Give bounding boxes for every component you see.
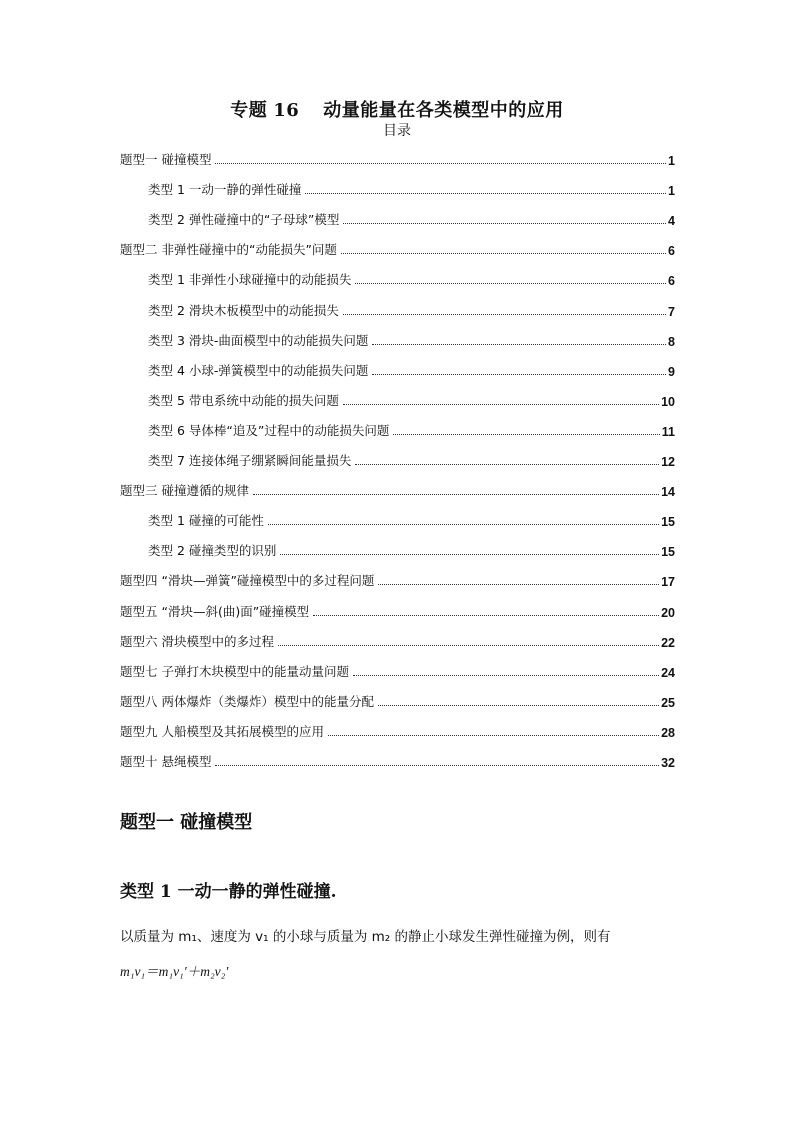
toc-leader-dots	[268, 524, 659, 525]
toc-entry-label: 类型 2 碰撞类型的识别	[148, 543, 277, 559]
toc-entry[interactable]	[120, 650, 675, 680]
title-number: 16	[273, 100, 300, 121]
toc-entry[interactable]	[120, 319, 675, 349]
toc-entry-label: 题型五 “滑块—斜(曲)面”碰撞模型	[120, 603, 310, 619]
page-title	[0, 96, 794, 122]
toc-entry-label: 类型 3 滑块-曲面模型中的动能损失问题	[148, 332, 369, 348]
toc-entry-label: 题型七 子弹打木块模型中的能量动量问题	[120, 663, 349, 679]
title-text: 动量能量在各类模型中的应用	[323, 100, 564, 121]
toc-entry[interactable]	[120, 228, 675, 258]
toc-entry-page: 15	[661, 545, 675, 560]
title-prefix: 专题	[230, 100, 268, 121]
toc-entry-page: 11	[661, 424, 675, 439]
toc-leader-dots	[355, 464, 659, 465]
toc-leader-dots	[343, 404, 659, 405]
toc-entry-page: 6	[668, 274, 675, 289]
toc-entry-page: 8	[668, 334, 675, 349]
toc-entry-page: 15	[661, 515, 675, 530]
toc-entry[interactable]	[120, 349, 675, 379]
toc-leader-dots	[343, 223, 666, 224]
toc-entry-label: 类型 7 连接体绳子绷紧瞬间能量损失	[148, 453, 352, 469]
toc-leader-dots	[328, 735, 659, 736]
toc-leader-dots	[353, 675, 659, 676]
toc-leader-dots	[215, 163, 666, 164]
toc-entry-label: 类型 2 滑块木板模型中的动能损失	[148, 302, 339, 318]
toc-entry-label: 类型 4 小球-弹簧模型中的动能损失问题	[148, 362, 369, 378]
toc-entry[interactable]	[120, 439, 675, 469]
toc-entry-label: 类型 1 碰撞的可能性	[148, 513, 264, 529]
toc-entry-page: 4	[668, 214, 675, 229]
toc-leader-dots	[393, 434, 659, 435]
toc-leader-dots	[341, 253, 666, 254]
toc-leader-dots	[253, 494, 659, 495]
body-paragraph: 以质量为 m₁、速度为 v₁ 的小球与质量为 m₂ 的静止小球发生弹性碰撞为例，则有	[120, 929, 611, 945]
toc-entry-page: 22	[661, 635, 675, 650]
toc-entry-label: 类型 2 弹性碰撞中的“子母球”模型	[148, 212, 340, 228]
toc-entry[interactable]	[120, 258, 675, 288]
toc-entry-page: 7	[668, 304, 675, 319]
toc-entry-page: 25	[661, 695, 675, 710]
toc-entry[interactable]	[120, 168, 675, 198]
toc-entry-page: 1	[668, 184, 675, 199]
table-of-contents	[120, 138, 675, 770]
toc-entry[interactable]	[120, 409, 675, 439]
toc-entry-page: 10	[661, 394, 675, 409]
toc-leader-dots	[305, 193, 666, 194]
toc-leader-dots	[280, 554, 659, 555]
toc-entry-page: 32	[661, 755, 675, 770]
toc-leader-dots	[372, 374, 666, 375]
toc-entry[interactable]	[120, 529, 675, 559]
toc-entry[interactable]	[120, 620, 675, 650]
toc-entry-label: 类型 1 一动一静的弹性碰撞	[148, 182, 302, 198]
toc-entry-label: 题型二 非弹性碰撞中的“动能损失”问题	[120, 242, 337, 258]
toc-entry[interactable]	[120, 559, 675, 589]
subsection-heading: 类型 1 一动一静的弹性碰撞.	[120, 882, 337, 902]
toc-entry[interactable]	[120, 710, 675, 740]
toc-leader-dots	[313, 615, 659, 616]
toc-leader-dots	[215, 765, 659, 766]
toc-entry[interactable]	[120, 680, 675, 710]
toc-heading: 目录	[383, 123, 411, 139]
toc-entry-page: 12	[661, 455, 675, 470]
toc-entry-page: 20	[661, 605, 675, 620]
toc-leader-dots	[378, 584, 659, 585]
toc-entry-page: 6	[668, 244, 675, 259]
toc-entry-page: 28	[661, 725, 675, 740]
toc-entry-page: 14	[661, 485, 675, 500]
toc-entry-label: 类型 1 非弹性小球碰撞中的动能损失	[148, 272, 352, 288]
toc-leader-dots	[343, 314, 666, 315]
toc-entry-label: 题型六 滑块模型中的多过程	[120, 633, 274, 649]
toc-entry[interactable]	[120, 379, 675, 409]
toc-entry-label: 题型九 人船模型及其拓展模型的应用	[120, 723, 324, 739]
toc-entry-label: 题型八 两体爆炸（类爆炸）模型中的能量分配	[120, 693, 374, 709]
toc-entry-page: 1	[668, 154, 675, 169]
toc-entry[interactable]	[120, 499, 675, 529]
toc-entry-label: 类型 5 带电系统中动能的损失问题	[148, 392, 339, 408]
toc-entry-page: 24	[661, 665, 675, 680]
toc-entry-label: 题型十 悬绳模型	[120, 753, 212, 769]
toc-entry-label: 题型三 碰撞遵循的规律	[120, 483, 249, 499]
section-heading: 题型一 碰撞模型	[120, 812, 253, 833]
toc-leader-dots	[278, 645, 659, 646]
toc-leader-dots	[378, 705, 659, 706]
toc-entry[interactable]	[120, 138, 675, 168]
toc-entry[interactable]	[120, 198, 675, 228]
toc-entry[interactable]	[120, 740, 675, 770]
toc-entry-page: 17	[661, 575, 675, 590]
toc-entry-label: 题型四 “滑块—弹簧”碰撞模型中的多过程问题	[120, 573, 375, 589]
toc-entry[interactable]	[120, 288, 675, 318]
toc-entry-label: 题型一 碰撞模型	[120, 152, 212, 168]
toc-leader-dots	[355, 283, 666, 284]
toc-entry-page: 9	[668, 364, 675, 379]
toc-entry-label: 类型 6 导体棒“追及”过程中的动能损失问题	[148, 422, 390, 438]
formula: m₁v₁＝m₁v₁′＋m₂v₂′	[120, 964, 229, 979]
toc-entry[interactable]	[120, 469, 675, 499]
toc-leader-dots	[372, 344, 666, 345]
toc-entry[interactable]	[120, 589, 675, 619]
